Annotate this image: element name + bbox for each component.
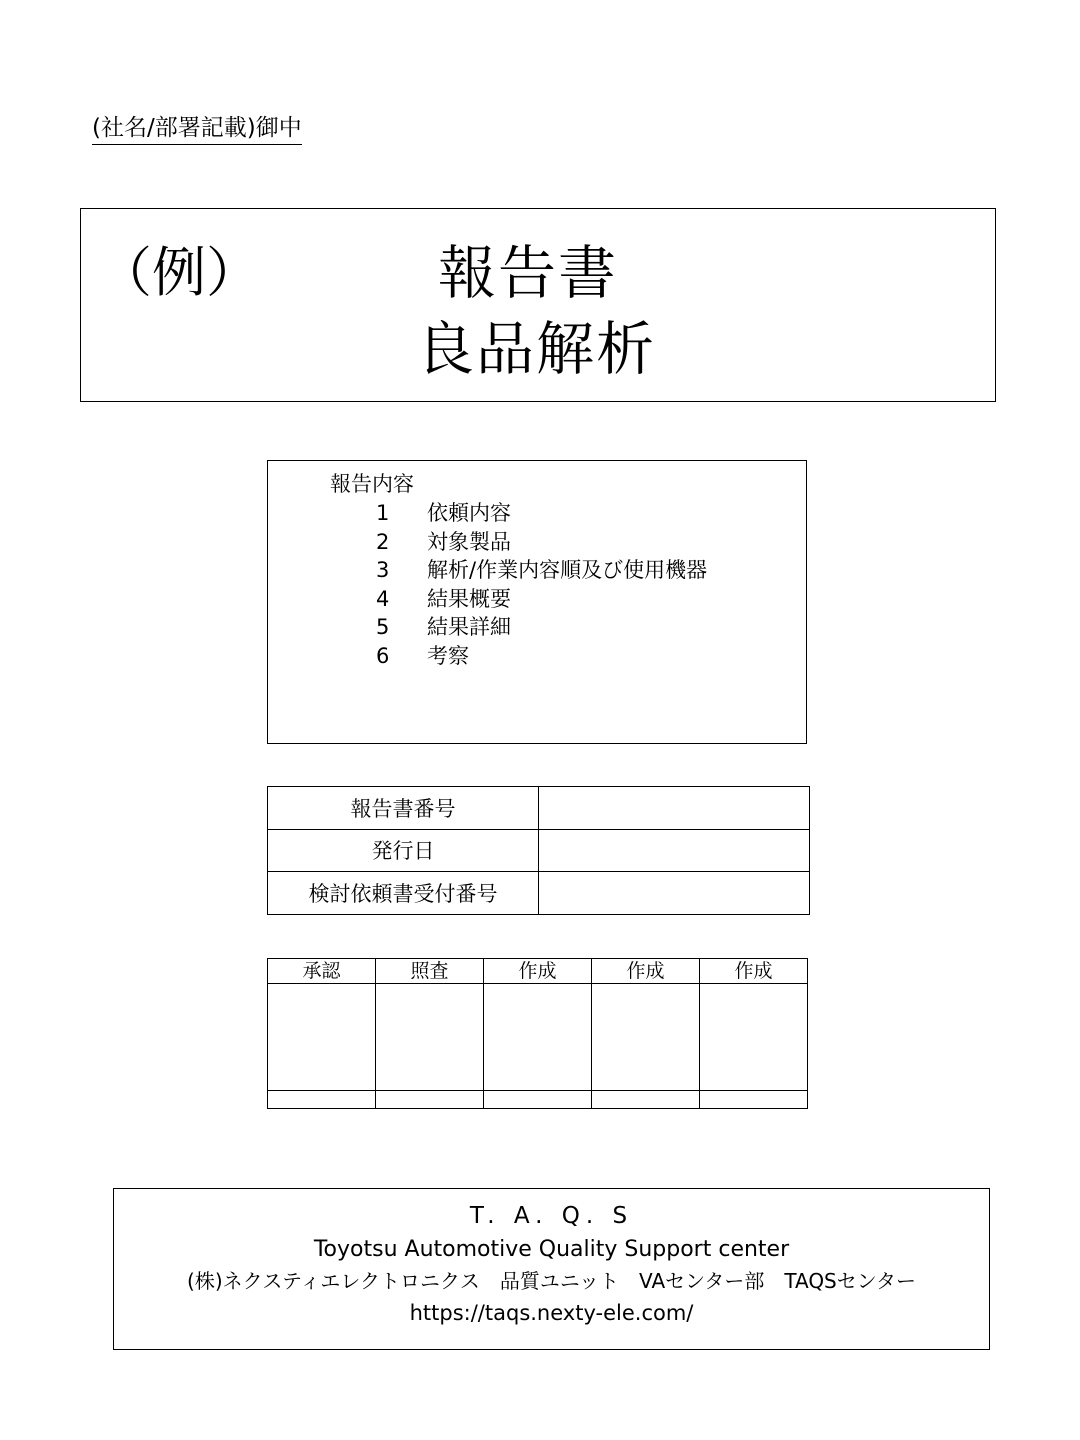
item-text: 依頼内容 bbox=[427, 501, 511, 525]
list-item bbox=[372, 528, 707, 557]
item-text: 結果詳細 bbox=[427, 615, 511, 640]
report-title: 報告書 bbox=[438, 239, 619, 307]
table-row bbox=[268, 787, 810, 830]
item-number: 4 bbox=[376, 586, 390, 611]
signature-cell[interactable] bbox=[268, 984, 376, 1091]
item-number: 1 bbox=[376, 501, 390, 525]
approval-table bbox=[267, 958, 808, 1109]
approval-header: 照査 bbox=[376, 959, 484, 984]
date-cell[interactable] bbox=[268, 1091, 376, 1109]
signature-row bbox=[268, 984, 808, 1091]
list-item bbox=[372, 499, 707, 528]
approval-header: 作成 bbox=[592, 959, 700, 984]
item-text: 考察 bbox=[427, 643, 469, 668]
request-receipt-number-value[interactable] bbox=[539, 872, 810, 915]
list-item bbox=[372, 613, 707, 642]
org-full-name: Toyotsu Automotive Quality Support center bbox=[313, 1237, 790, 1262]
contents-list bbox=[372, 499, 707, 671]
approval-header: 承認 bbox=[268, 959, 376, 984]
item-text: 解析/作業内容順及び使用機器 bbox=[427, 558, 708, 583]
item-text: 結果概要 bbox=[427, 586, 511, 611]
signature-cell[interactable] bbox=[592, 984, 700, 1091]
approval-header: 作成 bbox=[484, 959, 592, 984]
date-cell[interactable] bbox=[484, 1091, 592, 1109]
report-number-label: 報告書番号 bbox=[268, 787, 539, 830]
signature-cell[interactable] bbox=[376, 984, 484, 1091]
report-subtitle: 良品解析 bbox=[416, 315, 657, 383]
issue-date-value[interactable] bbox=[539, 829, 810, 872]
signature-date-row bbox=[268, 1091, 808, 1109]
date-cell[interactable] bbox=[592, 1091, 700, 1109]
request-receipt-number-label: 検討依頼書受付番号 bbox=[268, 872, 539, 915]
item-number: 3 bbox=[376, 558, 390, 583]
signature-cell[interactable] bbox=[484, 984, 592, 1091]
issue-date-label: 発行日 bbox=[268, 829, 539, 872]
item-number: 2 bbox=[376, 529, 390, 554]
list-item bbox=[372, 556, 707, 585]
contents-heading: 報告内容 bbox=[330, 472, 414, 496]
approval-header: 作成 bbox=[700, 959, 808, 984]
date-cell[interactable] bbox=[376, 1091, 484, 1109]
website-url[interactable]: https://taqs.nexty-ele.com/ bbox=[409, 1301, 694, 1325]
addressee: (社名/部署記載)御中 bbox=[92, 112, 302, 145]
approval-header-row bbox=[268, 959, 808, 984]
report-number-value[interactable] bbox=[539, 787, 810, 830]
company-department: (株)ネクスティエレクトロニクス 品質ユニット VAセンター部 TAQSセンター bbox=[187, 1269, 916, 1293]
item-number: 6 bbox=[376, 643, 390, 668]
signature-cell[interactable] bbox=[700, 984, 808, 1091]
item-text: 対象製品 bbox=[427, 529, 511, 554]
list-item bbox=[372, 585, 707, 614]
list-item bbox=[372, 642, 707, 671]
org-acronym: T. A. Q. S bbox=[469, 1203, 634, 1229]
item-number: 5 bbox=[376, 615, 390, 640]
table-row bbox=[268, 872, 810, 915]
report-info-table bbox=[267, 786, 810, 915]
date-cell[interactable] bbox=[700, 1091, 808, 1109]
table-row bbox=[268, 829, 810, 872]
example-marker: （例） bbox=[98, 241, 260, 304]
